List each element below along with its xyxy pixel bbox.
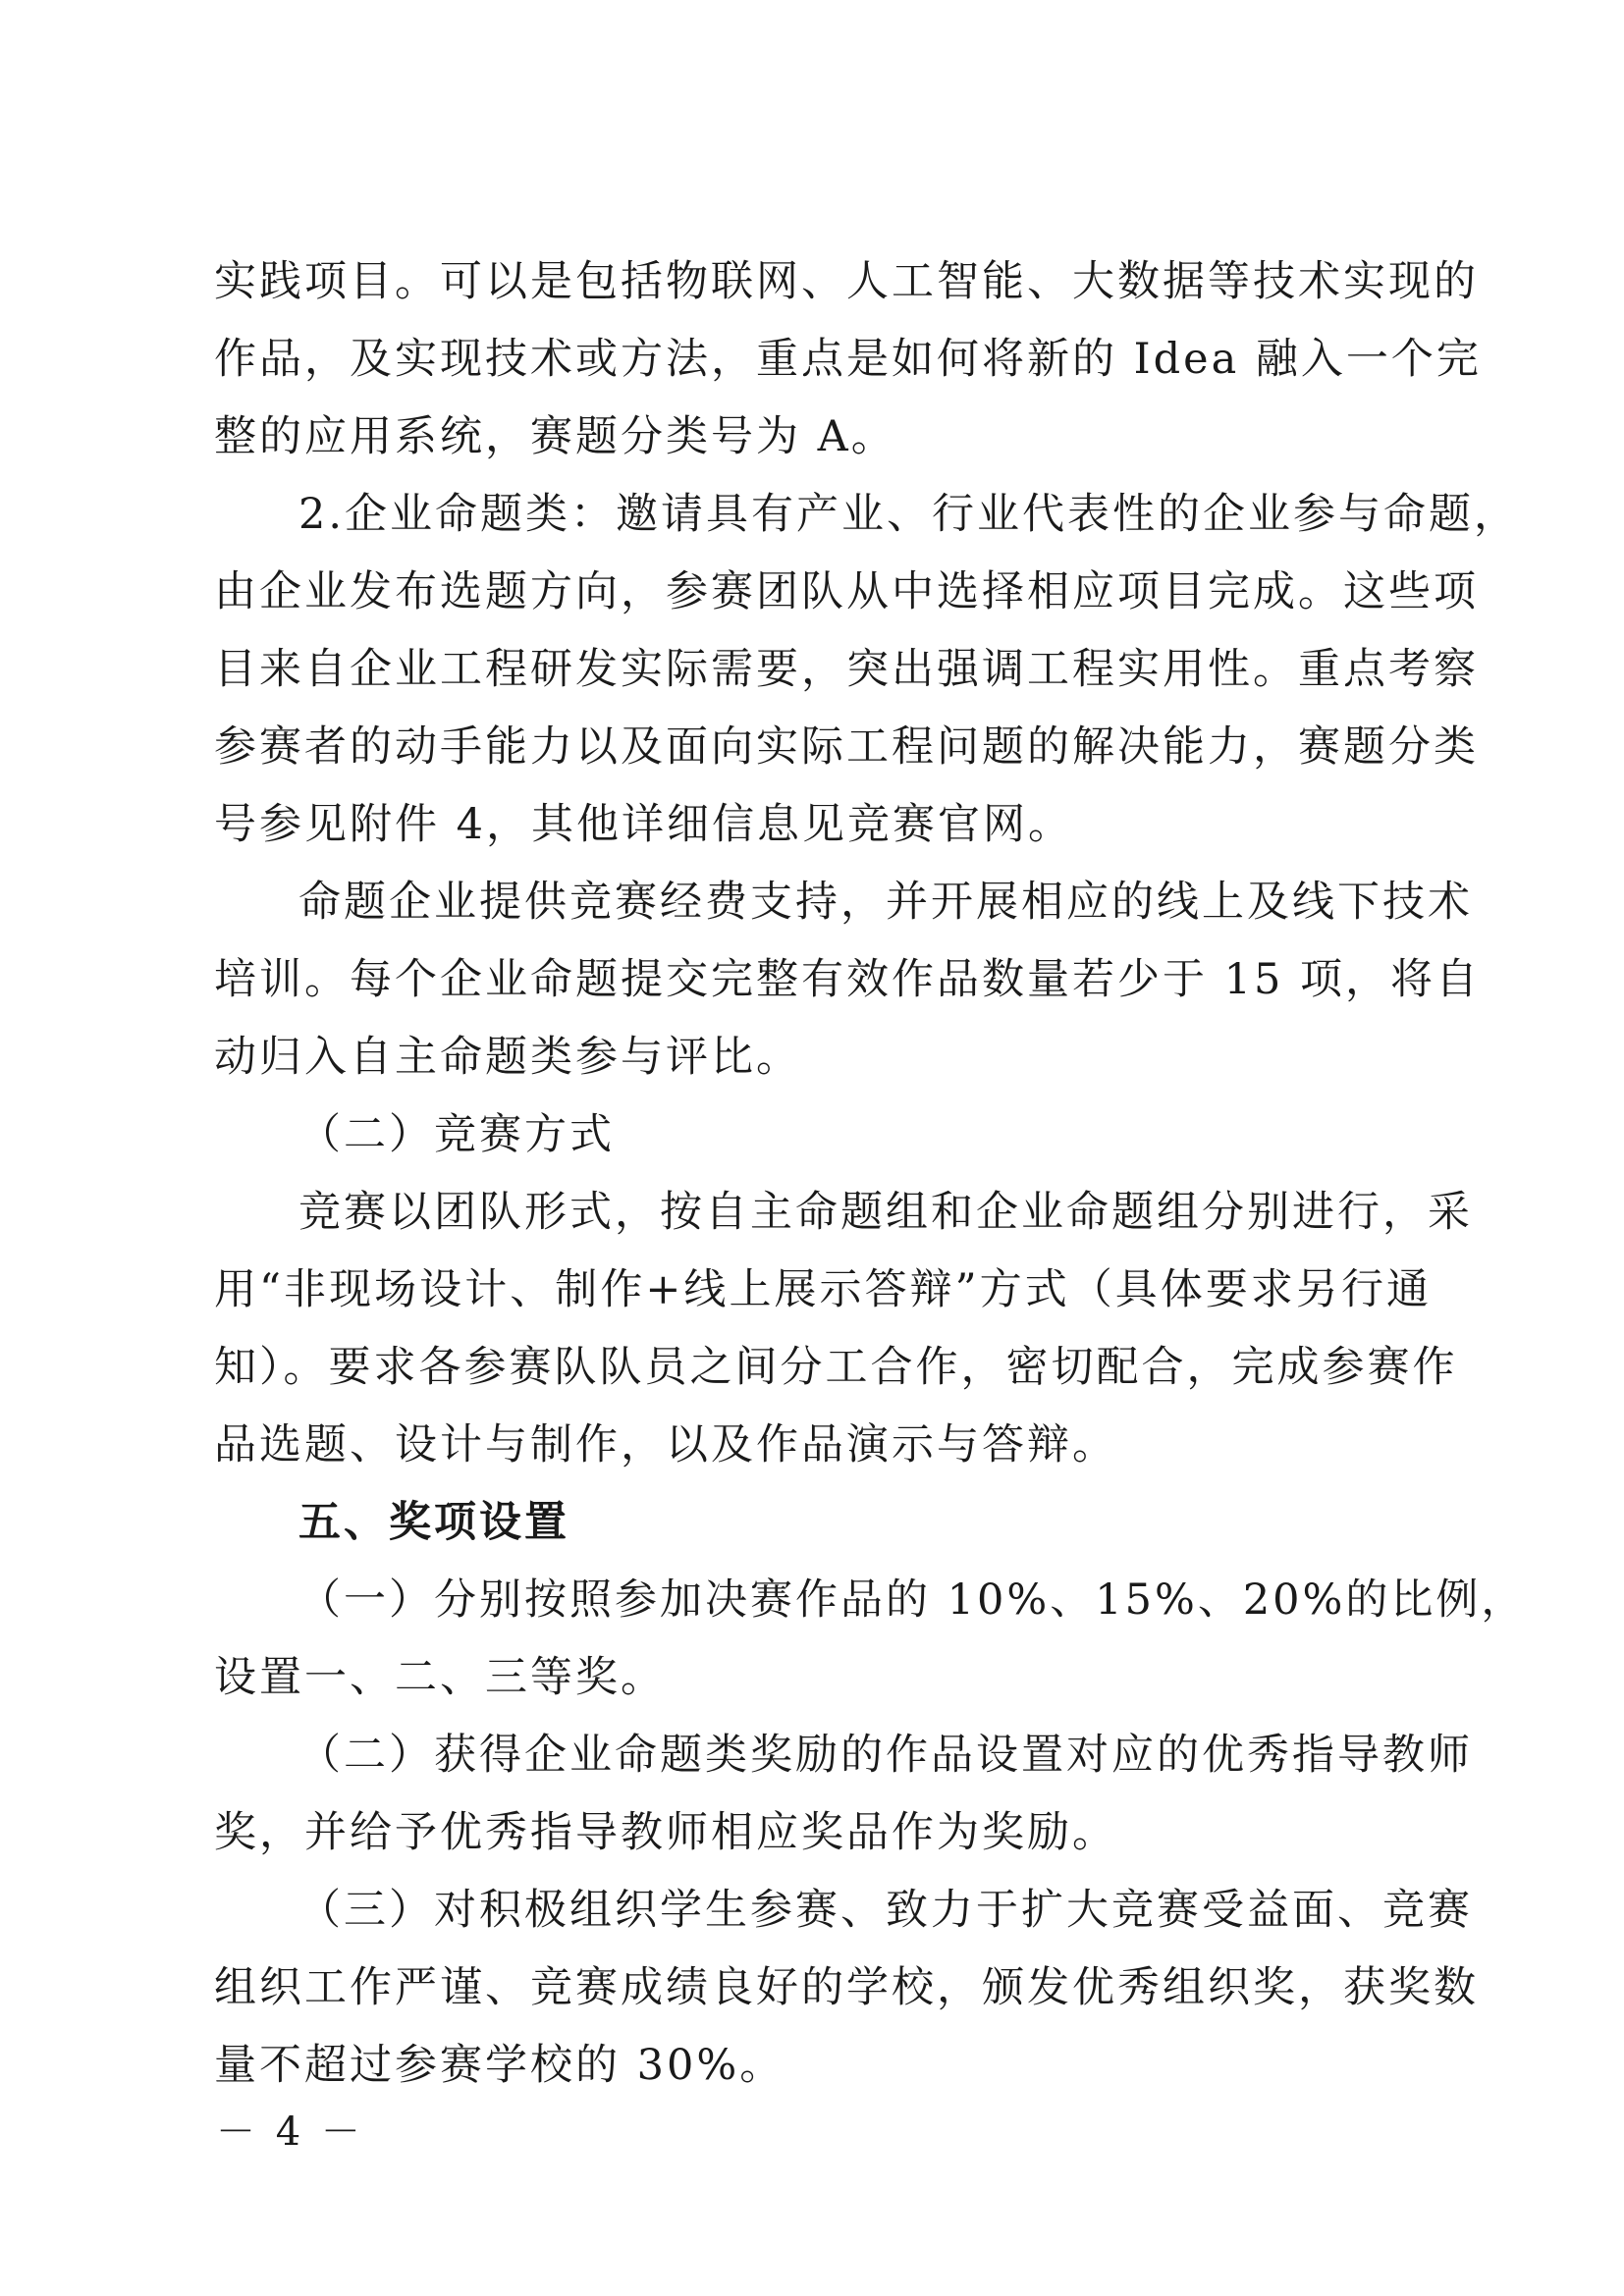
text-line: 由企业发布选题方向，参赛团队从中选择相应项目完成。这些项 bbox=[214, 567, 1479, 616]
text-line: 目来自企业工程研发实际需要，突出强调工程实用性。重点考察 bbox=[214, 645, 1479, 694]
section-heading: 五、奖项设置 bbox=[298, 1498, 569, 1547]
paragraph-first-line: 2.企业命题类：邀请具有产业、行业代表性的企业参与命题， bbox=[298, 490, 1520, 539]
paragraph-first-line: （一）分别按照参加决赛作品的 10%、15%、20%的比例， bbox=[298, 1575, 1527, 1625]
text-line: 知）。要求各参赛队队员之间分工合作，密切配合，完成参赛作 bbox=[214, 1343, 1458, 1392]
text-line: 奖，并给予优秀指导教师相应奖品作为奖励。 bbox=[214, 1808, 1117, 1857]
text-line: 设置一、二、三等奖。 bbox=[214, 1653, 666, 1702]
text-line: 号参见附件 4，其他详细信息见竞赛官网。 bbox=[214, 800, 1074, 849]
text-line: 培训。每个企业命题提交完整有效作品数量若少于 15 项，将自 bbox=[214, 955, 1482, 1004]
text-line: 整的应用系统，赛题分类号为 A。 bbox=[214, 412, 896, 461]
page-number: － 4 － bbox=[216, 2109, 364, 2155]
text-line: 用“非现场设计、制作+线上展示答辩”方式（具体要求另行通 bbox=[214, 1265, 1432, 1314]
text-line: 量不超过参赛学校的 30%。 bbox=[214, 2041, 785, 2090]
paragraph-first-line: 命题企业提供竞赛经费支持，并开展相应的线上及线下技术 bbox=[298, 878, 1473, 927]
text-line: 组织工作严谨、竞赛成绩良好的学校，颁发优秀组织奖，获奖数 bbox=[214, 1963, 1479, 2012]
paragraph-first-line: 竞赛以团队形式，按自主命题组和企业命题组分别进行，采 bbox=[298, 1188, 1473, 1237]
section-subheading: （二）竞赛方式 bbox=[298, 1110, 615, 1159]
paragraph-first-line: （三）对积极组织学生参赛、致力于扩大竞赛受益面、竞赛 bbox=[298, 1886, 1473, 1935]
text-line: 实践项目。可以是包括物联网、人工智能、大数据等技术实现的 bbox=[214, 257, 1479, 306]
text-line: 作品，及实现技术或方法，重点是如何将新的 Idea 融入一个完 bbox=[214, 335, 1482, 384]
paragraph-first-line: （二）获得企业命题类奖励的作品设置对应的优秀指导教师 bbox=[298, 1731, 1473, 1780]
text-line: 品选题、设计与制作，以及作品演示与答辩。 bbox=[214, 1420, 1117, 1469]
text-line: 动归入自主命题类参与评比。 bbox=[214, 1033, 801, 1082]
text-line: 参赛者的动手能力以及面向实际工程问题的解决能力，赛题分类 bbox=[214, 722, 1479, 772]
